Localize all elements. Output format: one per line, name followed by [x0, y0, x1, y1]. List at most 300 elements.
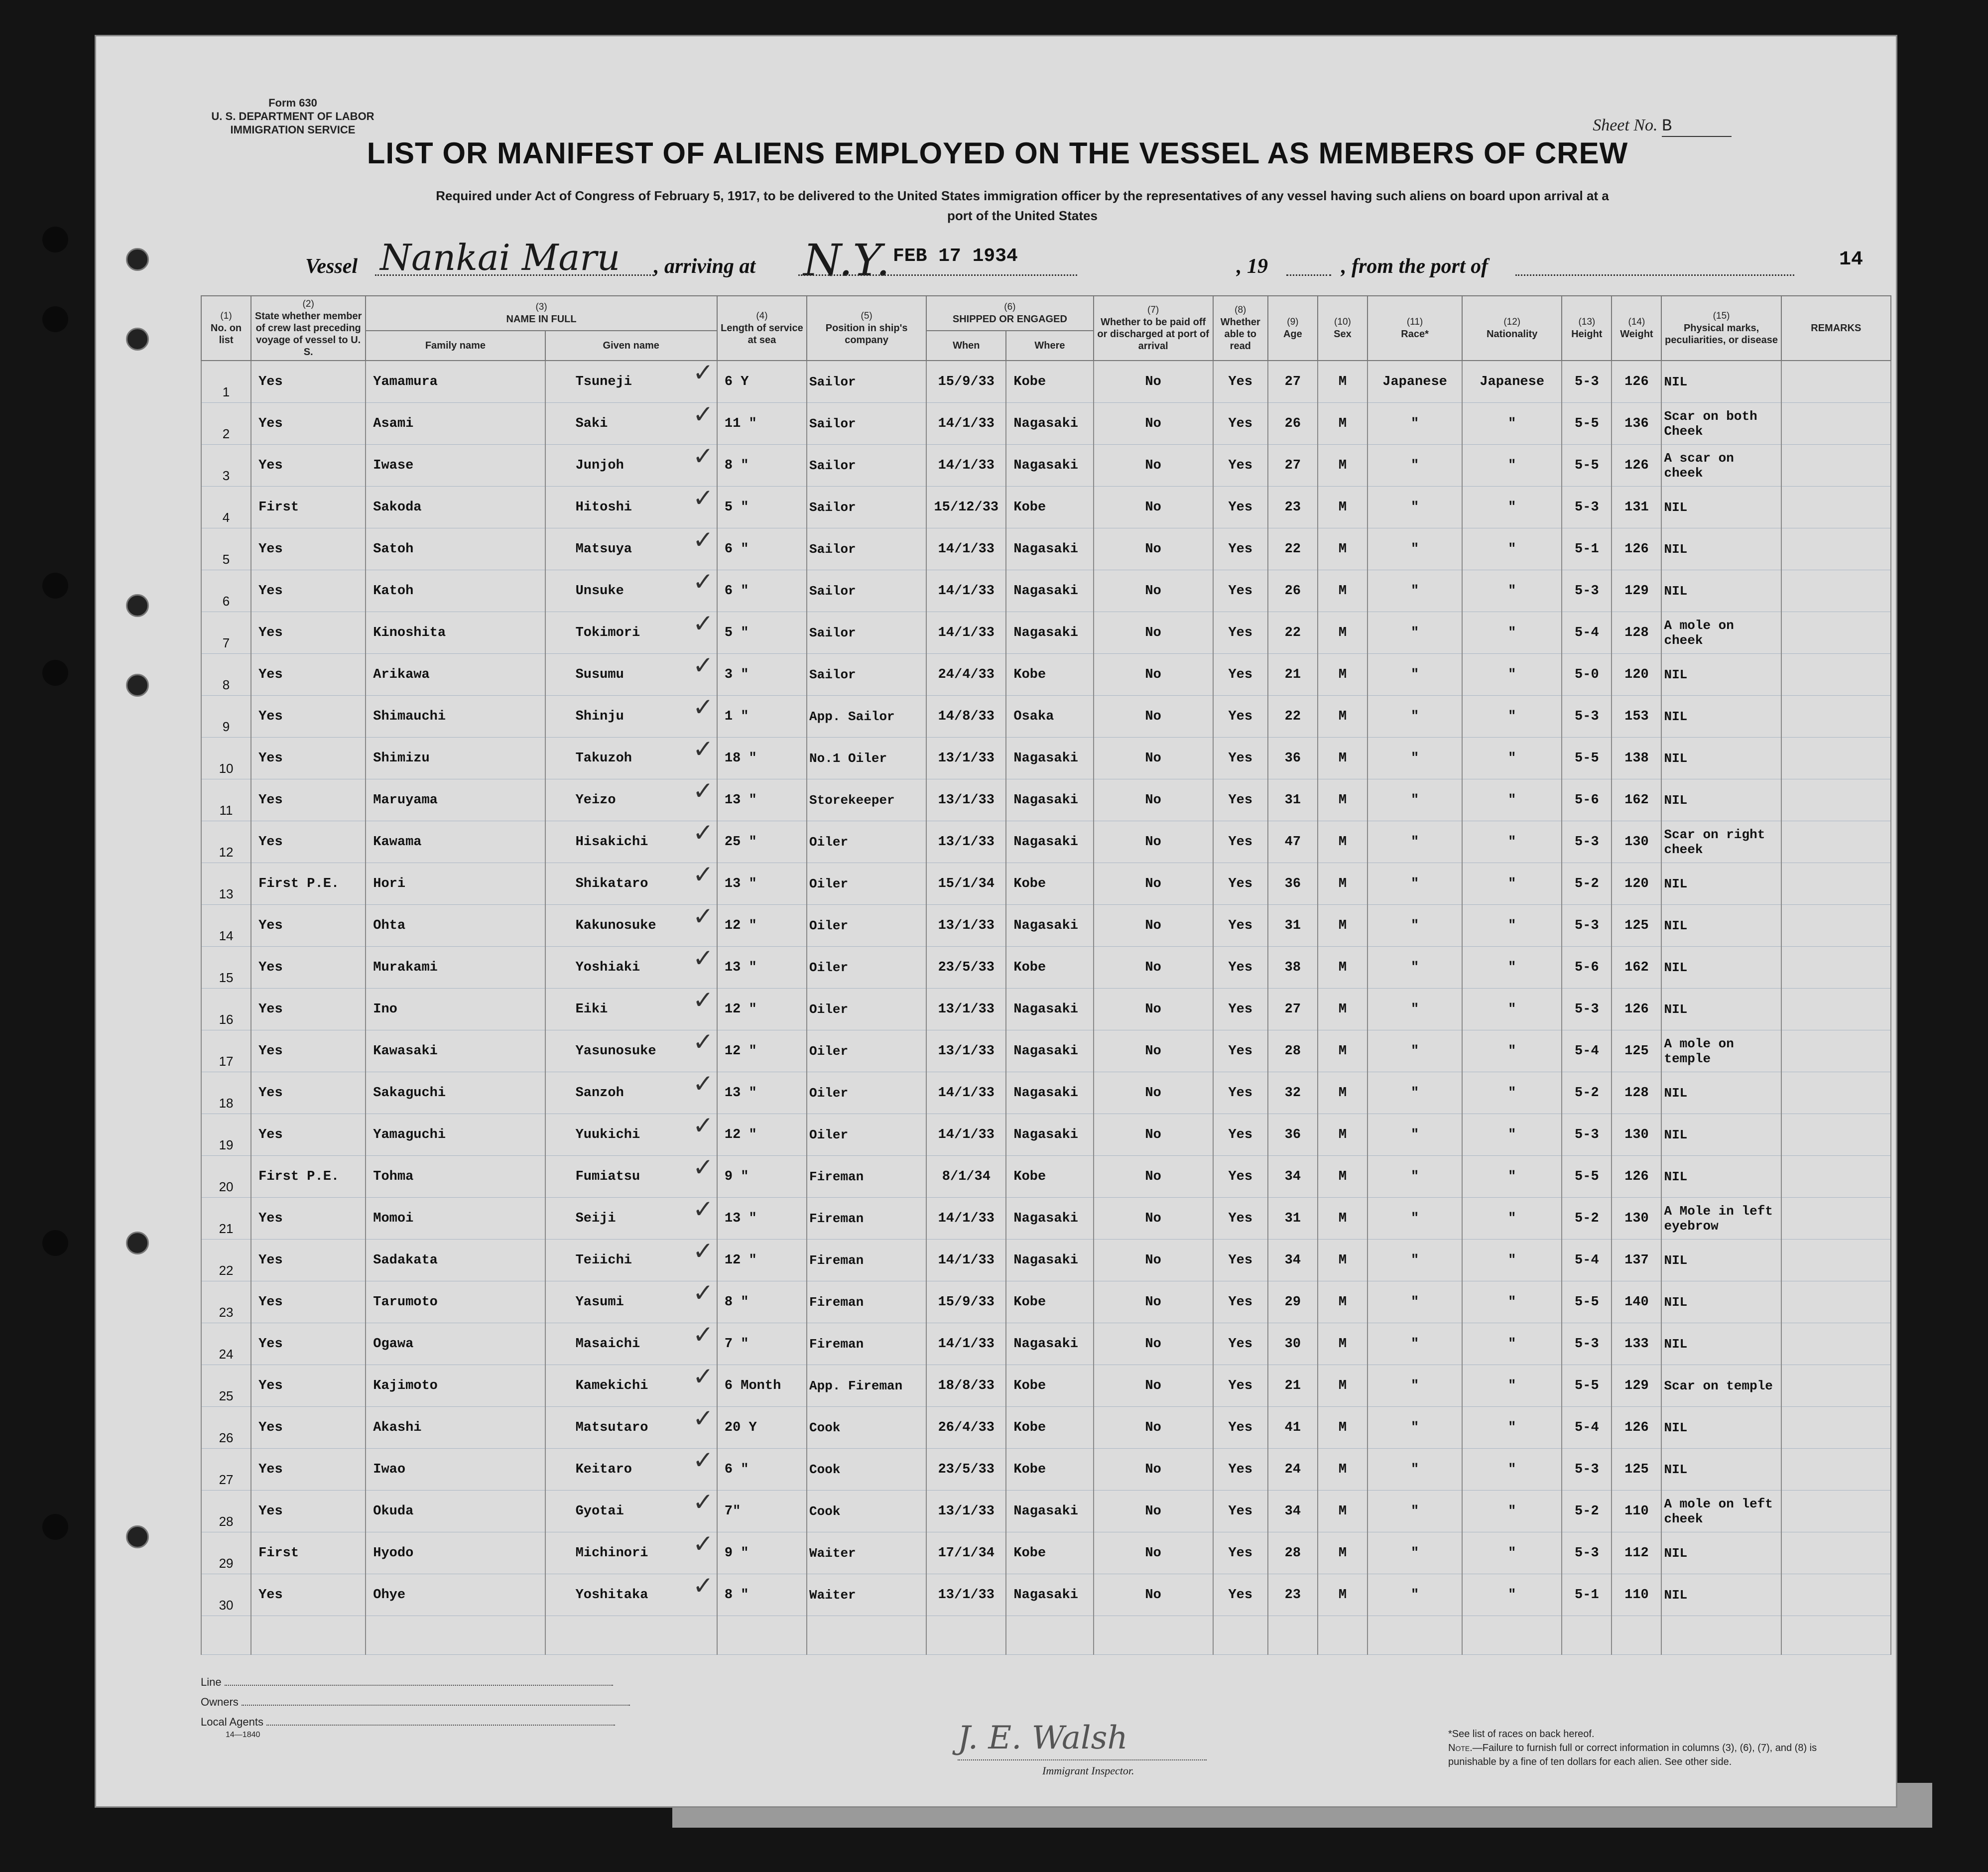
- cell-paid-off: No: [1094, 1491, 1213, 1532]
- page-number: 14: [1839, 249, 1864, 271]
- cell-previous-voyage: Yes: [251, 403, 366, 445]
- cell-able-to-read: Yes: [1213, 905, 1268, 947]
- subtitle-line-2: port of the United States: [947, 208, 1098, 223]
- cell-previous-voyage: Yes: [251, 1114, 366, 1156]
- cell-weight: 128: [1612, 1072, 1661, 1114]
- cell-position: Sailor: [807, 403, 926, 445]
- cell-sex: M: [1318, 1240, 1367, 1281]
- cell-paid-off: No: [1094, 1240, 1213, 1281]
- cell-shipped-where: Kobe: [1006, 1156, 1093, 1198]
- cell-shipped-when: 13/1/33: [926, 821, 1006, 863]
- cell-service-length: 13 ": [717, 1198, 807, 1240]
- check-mark-icon: ✓: [692, 946, 714, 973]
- cell-service-length: 13 ": [717, 947, 807, 989]
- cell-height: 5-5: [1562, 1281, 1612, 1323]
- cell-race: ": [1367, 947, 1462, 989]
- cell-age: 47: [1268, 821, 1318, 863]
- cell-paid-off: No: [1094, 905, 1213, 947]
- cell-family-name: Katoh: [366, 570, 545, 612]
- cell-row-number: 18: [201, 1072, 251, 1114]
- cell-weight: 125: [1612, 1449, 1661, 1491]
- binder-hole: [42, 660, 68, 686]
- cell-given-name: Sanzoh ✓: [545, 1072, 717, 1114]
- cell-age: 22: [1268, 528, 1318, 570]
- cell-weight: 153: [1612, 696, 1661, 738]
- cell-position: Fireman: [807, 1281, 926, 1323]
- cell-service-length: 5 ": [717, 612, 807, 654]
- cell-row-number: 9: [201, 696, 251, 738]
- cell-age: 22: [1268, 612, 1318, 654]
- cell-shipped-where: Nagasaki: [1006, 1491, 1093, 1532]
- cell-previous-voyage: Yes: [251, 528, 366, 570]
- cell-age: 27: [1268, 361, 1318, 403]
- cell-weight: 129: [1612, 570, 1661, 612]
- empty-cell: [1781, 1616, 1891, 1655]
- cell-physical-marks: Scar on temple: [1661, 1365, 1781, 1407]
- table-row: [201, 779, 1891, 821]
- cell-age: 26: [1268, 403, 1318, 445]
- sheet-value: B: [1662, 117, 1732, 137]
- cell-race: ": [1367, 612, 1462, 654]
- cell-race: ": [1367, 1072, 1462, 1114]
- empty-cell: [545, 1616, 717, 1655]
- cell-age: 28: [1268, 1532, 1318, 1574]
- cell-sex: M: [1318, 1281, 1367, 1323]
- cell-nationality: ": [1462, 1407, 1562, 1449]
- table-row: [201, 1281, 1891, 1323]
- cell-previous-voyage: Yes: [251, 821, 366, 863]
- cell-physical-marks: NIL: [1661, 1281, 1781, 1323]
- cell-shipped-when: 26/4/33: [926, 1407, 1006, 1449]
- table-row: [201, 738, 1891, 779]
- cell-remarks: [1781, 1574, 1891, 1616]
- cell-nationality: ": [1462, 1156, 1562, 1198]
- cell-previous-voyage: Yes: [251, 1198, 366, 1240]
- cell-family-name: Akashi: [366, 1407, 545, 1449]
- cell-nationality: ": [1462, 1072, 1562, 1114]
- empty-cell: [807, 1616, 926, 1655]
- cell-previous-voyage: Yes: [251, 361, 366, 403]
- cell-height: 5-3: [1562, 989, 1612, 1030]
- cell-row-number: 15: [201, 947, 251, 989]
- cell-age: 31: [1268, 1198, 1318, 1240]
- cell-nationality: ": [1462, 947, 1562, 989]
- cell-physical-marks: NIL: [1661, 738, 1781, 779]
- cell-shipped-where: Nagasaki: [1006, 779, 1093, 821]
- cell-service-length: 8 ": [717, 445, 807, 487]
- cell-service-length: 12 ": [717, 989, 807, 1030]
- cell-given-name: Seiji ✓: [545, 1198, 717, 1240]
- cell-nationality: ": [1462, 1449, 1562, 1491]
- cell-service-length: 9 ": [717, 1532, 807, 1574]
- cell-remarks: [1781, 570, 1891, 612]
- cell-shipped-where: Kobe: [1006, 1449, 1093, 1491]
- table-row: [201, 1532, 1891, 1574]
- cell-remarks: [1781, 1240, 1891, 1281]
- cell-physical-marks: NIL: [1661, 905, 1781, 947]
- cell-service-length: 13 ": [717, 863, 807, 905]
- cell-age: 36: [1268, 1114, 1318, 1156]
- cell-weight: 110: [1612, 1574, 1661, 1616]
- cell-previous-voyage: Yes: [251, 989, 366, 1030]
- cell-position: Oiler: [807, 863, 926, 905]
- cell-physical-marks: NIL: [1661, 1114, 1781, 1156]
- col-header-nationality: (12) Nationality: [1462, 296, 1562, 361]
- blank-row: [201, 1616, 1891, 1655]
- cell-physical-marks: A scar on cheek: [1661, 445, 1781, 487]
- cell-race: ": [1367, 696, 1462, 738]
- check-mark-icon: ✓: [692, 653, 714, 680]
- cell-height: 5-3: [1562, 905, 1612, 947]
- binder-hole: [42, 573, 68, 599]
- cell-paid-off: No: [1094, 863, 1213, 905]
- cell-shipped-where: Kobe: [1006, 1407, 1093, 1449]
- empty-cell: [251, 1616, 366, 1655]
- inspector-signature-block: [958, 1720, 1237, 1779]
- cell-paid-off: No: [1094, 1365, 1213, 1407]
- cell-weight: 136: [1612, 403, 1661, 445]
- cell-previous-voyage: Yes: [251, 1407, 366, 1449]
- check-mark-icon: ✓: [692, 904, 714, 931]
- cell-height: 5-3: [1562, 361, 1612, 403]
- cell-able-to-read: Yes: [1213, 1240, 1268, 1281]
- col-header-weight: (14) Weight: [1612, 296, 1661, 361]
- cell-family-name: Maruyama: [366, 779, 545, 821]
- cell-row-number: 27: [201, 1449, 251, 1491]
- cell-nationality: ": [1462, 445, 1562, 487]
- cell-physical-marks: NIL: [1661, 1156, 1781, 1198]
- cell-position: Sailor: [807, 445, 926, 487]
- cell-row-number: 26: [201, 1407, 251, 1449]
- cell-service-length: 6 ": [717, 570, 807, 612]
- cell-service-length: 7": [717, 1491, 807, 1532]
- check-mark-icon: ✓: [692, 863, 714, 889]
- cell-service-length: 9 ": [717, 1156, 807, 1198]
- cell-sex: M: [1318, 863, 1367, 905]
- cell-race: ": [1367, 487, 1462, 528]
- cell-weight: 130: [1612, 1114, 1661, 1156]
- cell-able-to-read: Yes: [1213, 1156, 1268, 1198]
- cell-remarks: [1781, 445, 1891, 487]
- cell-physical-marks: NIL: [1661, 1072, 1781, 1114]
- cell-previous-voyage: Yes: [251, 445, 366, 487]
- check-mark-icon: ✓: [692, 821, 714, 847]
- cell-height: 5-2: [1562, 1072, 1612, 1114]
- race-footnote: *See list of races on back hereof.: [1448, 1729, 1595, 1740]
- cell-race: ": [1367, 1407, 1462, 1449]
- cell-previous-voyage: Yes: [251, 1449, 366, 1491]
- cell-position: Cook: [807, 1491, 926, 1532]
- cell-physical-marks: A mole on temple: [1661, 1030, 1781, 1072]
- cell-physical-marks: A mole on left cheek: [1661, 1491, 1781, 1532]
- cell-able-to-read: Yes: [1213, 821, 1268, 863]
- cell-family-name: Satoh: [366, 528, 545, 570]
- cell-age: 31: [1268, 905, 1318, 947]
- cell-row-number: 17: [201, 1030, 251, 1072]
- cell-race: ": [1367, 1198, 1462, 1240]
- cell-previous-voyage: Yes: [251, 1574, 366, 1616]
- owners-label: Owners: [201, 1696, 239, 1708]
- cell-height: 5-4: [1562, 612, 1612, 654]
- table-row: [201, 1114, 1891, 1156]
- cell-race: Japanese: [1367, 361, 1462, 403]
- table-row: [201, 905, 1891, 947]
- cell-family-name: Tohma: [366, 1156, 545, 1198]
- cell-previous-voyage: Yes: [251, 612, 366, 654]
- penalty-note: [1448, 1741, 1857, 1769]
- cell-sex: M: [1318, 528, 1367, 570]
- col-header-physical-marks: (15) Physical marks, peculiarities, or disease: [1661, 296, 1781, 361]
- cell-paid-off: No: [1094, 1407, 1213, 1449]
- cell-row-number: 22: [201, 1240, 251, 1281]
- cell-weight: 126: [1612, 1156, 1661, 1198]
- cell-remarks: [1781, 989, 1891, 1030]
- cell-row-number: 4: [201, 487, 251, 528]
- cell-weight: 126: [1612, 989, 1661, 1030]
- cell-physical-marks: NIL: [1661, 947, 1781, 989]
- cell-service-length: 18 ": [717, 738, 807, 779]
- cell-race: ": [1367, 1532, 1462, 1574]
- cell-height: 5-5: [1562, 1156, 1612, 1198]
- binder-hole: [42, 1514, 68, 1540]
- year-label: , 19: [1237, 255, 1268, 278]
- empty-cell: [1213, 1616, 1268, 1655]
- cell-weight: 126: [1612, 1407, 1661, 1449]
- cell-shipped-where: Nagasaki: [1006, 1198, 1093, 1240]
- cell-service-length: 13 ": [717, 779, 807, 821]
- cell-service-length: 20 Y: [717, 1407, 807, 1449]
- cell-previous-voyage: First: [251, 487, 366, 528]
- cell-family-name: Ogawa: [366, 1323, 545, 1365]
- check-mark-icon: ✓: [692, 1072, 714, 1098]
- cell-able-to-read: Yes: [1213, 1072, 1268, 1114]
- cell-paid-off: No: [1094, 1574, 1213, 1616]
- col-header-service: (4) Length of service at sea: [717, 296, 807, 361]
- check-mark-icon: ✓: [692, 1532, 714, 1558]
- cell-age: 26: [1268, 570, 1318, 612]
- cell-remarks: [1781, 779, 1891, 821]
- cell-position: Oiler: [807, 947, 926, 989]
- cell-given-name: Kakunosuke ✓: [545, 905, 717, 947]
- cell-physical-marks: NIL: [1661, 1574, 1781, 1616]
- cell-age: 30: [1268, 1323, 1318, 1365]
- cell-able-to-read: Yes: [1213, 1323, 1268, 1365]
- cell-shipped-where: Kobe: [1006, 1532, 1093, 1574]
- col-header-position: (5) Position in ship's company: [807, 296, 926, 361]
- empty-cell: [366, 1616, 545, 1655]
- cell-family-name: Murakami: [366, 947, 545, 989]
- cell-given-name: Hitoshi ✓: [545, 487, 717, 528]
- cell-sex: M: [1318, 1156, 1367, 1198]
- department-name: U. S. DEPARTMENT OF LABOR: [211, 110, 374, 123]
- cell-race: ": [1367, 528, 1462, 570]
- cell-given-name: Yuukichi ✓: [545, 1114, 717, 1156]
- cell-remarks: [1781, 696, 1891, 738]
- cell-age: 21: [1268, 654, 1318, 696]
- cell-row-number: 20: [201, 1156, 251, 1198]
- check-mark-icon: ✓: [692, 528, 714, 554]
- cell-physical-marks: NIL: [1661, 487, 1781, 528]
- empty-cell: [1006, 1616, 1093, 1655]
- cell-race: ": [1367, 445, 1462, 487]
- cell-nationality: ": [1462, 1030, 1562, 1072]
- cell-nationality: ": [1462, 1491, 1562, 1532]
- check-mark-icon: ✓: [692, 402, 714, 429]
- cell-able-to-read: Yes: [1213, 654, 1268, 696]
- form-header: [196, 96, 390, 136]
- check-mark-icon: ✓: [692, 1574, 714, 1600]
- binder-hole: [126, 674, 149, 697]
- cell-sex: M: [1318, 1072, 1367, 1114]
- binder-hole: [42, 306, 68, 332]
- check-mark-icon: ✓: [692, 779, 714, 805]
- cell-row-number: 29: [201, 1532, 251, 1574]
- cell-previous-voyage: Yes: [251, 779, 366, 821]
- cell-service-length: 6 ": [717, 528, 807, 570]
- cell-weight: 129: [1612, 1365, 1661, 1407]
- cell-physical-marks: NIL: [1661, 1240, 1781, 1281]
- cell-able-to-read: Yes: [1213, 403, 1268, 445]
- vessel-name-line: [375, 255, 654, 276]
- col-header-age: (9) Age: [1268, 296, 1318, 361]
- cell-paid-off: No: [1094, 1030, 1213, 1072]
- subtitle-line-1: Required under Act of Congress of February 5, 1917, to be delivered to the United States immigration officer by the representatives of any vessel having such aliens on board upon arrival at a: [436, 188, 1609, 203]
- cell-family-name: Asami: [366, 403, 545, 445]
- cell-shipped-where: Nagasaki: [1006, 989, 1093, 1030]
- cell-shipped-where: Nagasaki: [1006, 612, 1093, 654]
- cell-physical-marks: NIL: [1661, 1323, 1781, 1365]
- cell-physical-marks: NIL: [1661, 1532, 1781, 1574]
- check-mark-icon: ✓: [692, 444, 714, 471]
- check-mark-icon: ✓: [692, 1323, 714, 1349]
- cell-service-length: 12 ": [717, 1030, 807, 1072]
- cell-weight: 162: [1612, 779, 1661, 821]
- cell-given-name: Hisakichi ✓: [545, 821, 717, 863]
- cell-able-to-read: Yes: [1213, 1198, 1268, 1240]
- inspector-signature: J. E. Walsh: [958, 1720, 1128, 1756]
- cell-row-number: 12: [201, 821, 251, 863]
- cell-able-to-read: Yes: [1213, 779, 1268, 821]
- cell-age: 38: [1268, 947, 1318, 989]
- vessel-line: [305, 235, 1899, 286]
- cell-row-number: 6: [201, 570, 251, 612]
- cell-able-to-read: Yes: [1213, 1407, 1268, 1449]
- cell-paid-off: No: [1094, 947, 1213, 989]
- cell-race: ": [1367, 570, 1462, 612]
- cell-paid-off: No: [1094, 1449, 1213, 1491]
- cell-remarks: [1781, 1532, 1891, 1574]
- cell-nationality: ": [1462, 1114, 1562, 1156]
- cell-service-length: 13 ": [717, 1072, 807, 1114]
- cell-given-name: Gyotai ✓: [545, 1491, 717, 1532]
- cell-height: 5-3: [1562, 1449, 1612, 1491]
- binder-hole: [126, 1232, 149, 1254]
- cell-height: 5-3: [1562, 487, 1612, 528]
- cell-family-name: Kawasaki: [366, 1030, 545, 1072]
- cell-family-name: Iwao: [366, 1449, 545, 1491]
- col-header-no: (1) No. on list: [201, 296, 251, 361]
- crew-manifest-table: [201, 295, 1891, 1655]
- cell-given-name: Matsutaro ✓: [545, 1407, 717, 1449]
- cell-position: Waiter: [807, 1574, 926, 1616]
- cell-paid-off: No: [1094, 738, 1213, 779]
- arriving-label: , arriving at: [654, 255, 756, 278]
- cell-able-to-read: Yes: [1213, 1281, 1268, 1323]
- cell-physical-marks: NIL: [1661, 361, 1781, 403]
- cell-height: 5-5: [1562, 445, 1612, 487]
- cell-given-name: Yeizo ✓: [545, 779, 717, 821]
- cell-position: Fireman: [807, 1156, 926, 1198]
- cell-age: 29: [1268, 1281, 1318, 1323]
- cell-weight: 126: [1612, 361, 1661, 403]
- check-mark-icon: ✓: [692, 1406, 714, 1433]
- cell-service-length: 6 Month: [717, 1365, 807, 1407]
- cell-able-to-read: Yes: [1213, 445, 1268, 487]
- cell-position: Cook: [807, 1407, 926, 1449]
- cell-able-to-read: Yes: [1213, 947, 1268, 989]
- cell-physical-marks: A Mole in left eyebrow: [1661, 1198, 1781, 1240]
- cell-remarks: [1781, 1491, 1891, 1532]
- check-mark-icon: ✓: [692, 1155, 714, 1182]
- cell-race: ": [1367, 1574, 1462, 1616]
- cell-shipped-when: 14/1/33: [926, 1240, 1006, 1281]
- cell-sex: M: [1318, 1449, 1367, 1491]
- cell-remarks: [1781, 612, 1891, 654]
- cell-age: 24: [1268, 1449, 1318, 1491]
- cell-row-number: 30: [201, 1574, 251, 1616]
- cell-paid-off: No: [1094, 612, 1213, 654]
- check-mark-icon: ✓: [692, 361, 714, 387]
- table-row: [201, 1491, 1891, 1532]
- cell-remarks: [1781, 403, 1891, 445]
- cell-position: Oiler: [807, 1114, 926, 1156]
- cell-previous-voyage: Yes: [251, 1281, 366, 1323]
- cell-remarks: [1781, 1072, 1891, 1114]
- cell-row-number: 5: [201, 528, 251, 570]
- cell-remarks: [1781, 1323, 1891, 1365]
- cell-service-length: 25 ": [717, 821, 807, 863]
- cell-able-to-read: Yes: [1213, 1365, 1268, 1407]
- cell-previous-voyage: First P.E.: [251, 863, 366, 905]
- cell-service-length: 7 ": [717, 1323, 807, 1365]
- cell-given-name: Keitaro ✓: [545, 1449, 717, 1491]
- cell-position: Oiler: [807, 821, 926, 863]
- cell-shipped-when: 14/1/33: [926, 1114, 1006, 1156]
- cell-previous-voyage: Yes: [251, 654, 366, 696]
- cell-sex: M: [1318, 1114, 1367, 1156]
- check-mark-icon: ✓: [692, 1490, 714, 1516]
- table-row: [201, 1574, 1891, 1616]
- cell-remarks: [1781, 947, 1891, 989]
- check-mark-icon: ✓: [692, 612, 714, 638]
- cell-remarks: [1781, 821, 1891, 863]
- table-row: [201, 1072, 1891, 1114]
- cell-paid-off: No: [1094, 361, 1213, 403]
- signature-line: [958, 1759, 1207, 1760]
- cell-shipped-where: Nagasaki: [1006, 403, 1093, 445]
- cell-race: ": [1367, 1491, 1462, 1532]
- cell-shipped-where: Kobe: [1006, 487, 1093, 528]
- cell-able-to-read: Yes: [1213, 528, 1268, 570]
- cell-position: Sailor: [807, 487, 926, 528]
- cell-nationality: ": [1462, 989, 1562, 1030]
- cell-able-to-read: Yes: [1213, 1030, 1268, 1072]
- cell-given-name: Yoshitaka ✓: [545, 1574, 717, 1616]
- table-row: [201, 445, 1891, 487]
- cell-previous-voyage: Yes: [251, 1323, 366, 1365]
- cell-row-number: 25: [201, 1365, 251, 1407]
- cell-physical-marks: NIL: [1661, 654, 1781, 696]
